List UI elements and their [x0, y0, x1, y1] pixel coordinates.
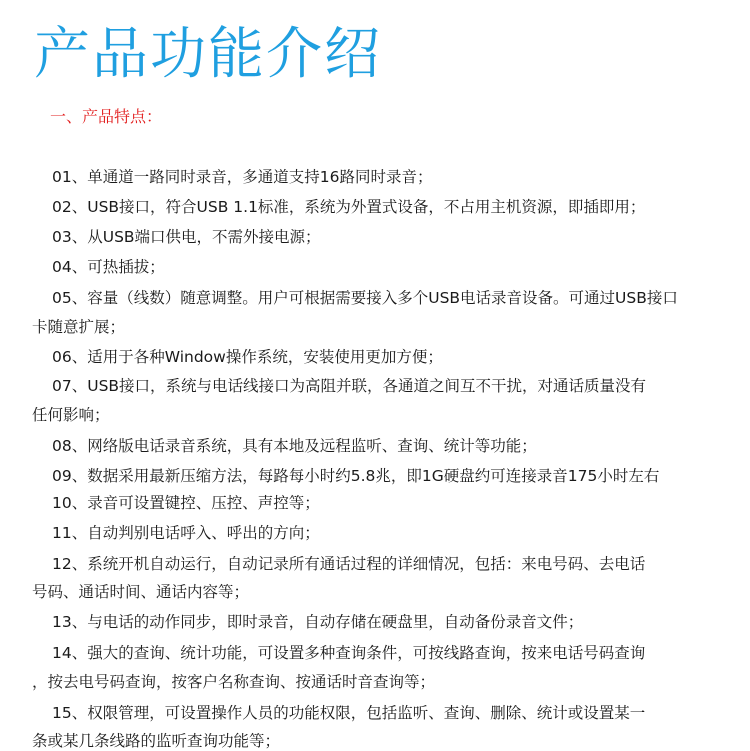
feature-line-01: 01、单通道一路同时录音，多通道支持16路同时录音；: [52, 168, 433, 186]
feature-line-12-cont: 号码、通话时间、通话内容等；: [32, 583, 250, 601]
feature-line-04: 04、可热插拔；: [52, 258, 165, 276]
feature-line-14-cont: ，按去电号码查询，按客户名称查询、按通话时音查询等；: [32, 673, 436, 691]
feature-line-13: 13、与电话的动作同步，即时录音，自动存储在硬盘里，自动备份录音文件；: [52, 613, 584, 631]
feature-line-03: 03、从USB端口供电，不需外接电源；: [52, 228, 321, 246]
section-heading: 一、产品特点：: [50, 107, 163, 126]
feature-line-10: 10、录音可设置键控、压控、声控等；: [52, 494, 320, 512]
feature-line-06: 06、适用于各种Window操作系统，安装使用更加方便；: [52, 348, 443, 366]
feature-line-07: 07、USB接口，系统与电话线接口为高阻并联，各通道之间互不干扰，对通话质量没有: [52, 377, 647, 395]
feature-line-07-cont: 任何影响；: [32, 406, 110, 424]
feature-line-11: 11、自动判别电话呼入、呼出的方向；: [52, 524, 320, 542]
feature-line-09: 09、数据采用最新压缩方法，每路每小时约5.8兆，即1G硬盘约可连接录音175小时左右: [52, 467, 660, 485]
feature-line-05: 05、容量（线数）随意调整。用户可根据需要接入多个USB电话录音设备。可通过USB接口: [52, 289, 678, 307]
feature-line-08: 08、网络版电话录音系统，具有本地及远程监听、查询、统计等功能；: [52, 437, 537, 455]
feature-line-02: 02、USB接口，符合USB 1.1标准，系统为外置式设备，不占用主机资源，即插即用；: [52, 198, 646, 216]
page-title: 产品功能介绍: [34, 22, 382, 87]
feature-line-05-cont: 卡随意扩展；: [32, 318, 126, 336]
feature-line-15-cont: 条或某几条线路的监听查询功能等；: [32, 732, 281, 750]
feature-line-12: 12、系统开机自动运行，自动记录所有通话过程的详细情况，包括：来电号码、去电话: [52, 555, 646, 573]
feature-line-15: 15、权限管理，可设置操作人员的功能权限，包括监听、查询、删除、统计或设置某一: [52, 704, 646, 722]
feature-line-14: 14、强大的查询、统计功能，可设置多种查询条件，可按线路查询，按来电话号码查询: [52, 644, 646, 662]
